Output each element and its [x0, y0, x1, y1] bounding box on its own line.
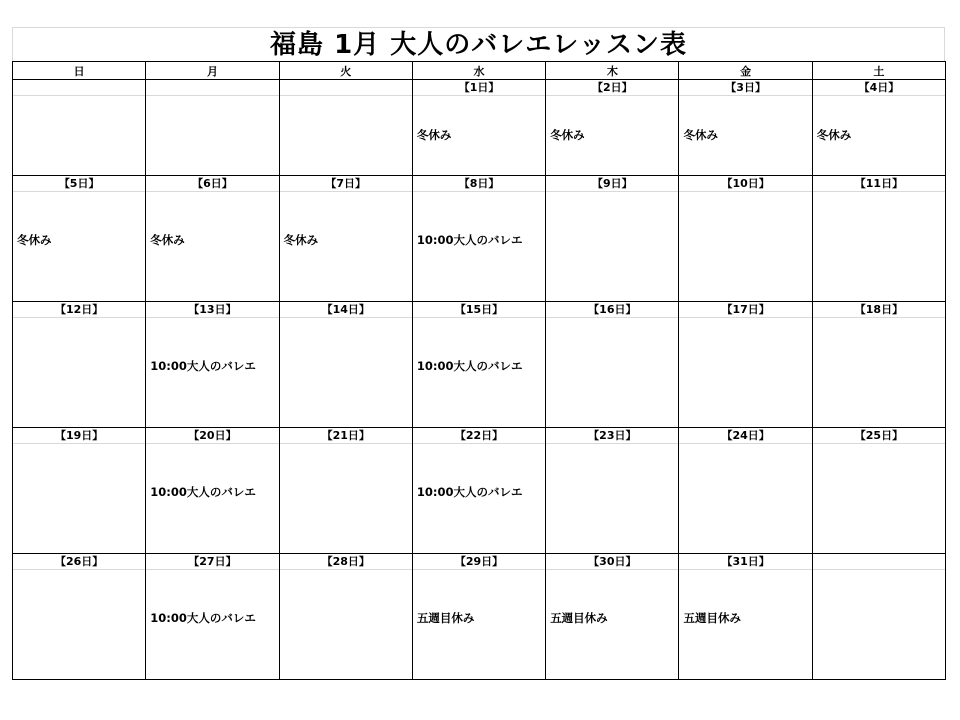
day-number: 【17日】 — [679, 302, 811, 318]
day-cell — [412, 302, 545, 428]
calendar-table — [12, 61, 946, 680]
day-number: 【7日】 — [280, 176, 412, 192]
day-number: 【3日】 — [679, 80, 811, 96]
day-cell — [13, 554, 146, 680]
day-cell — [13, 302, 146, 428]
day-number: 【27日】 — [146, 554, 278, 570]
day-cell — [412, 428, 545, 554]
day-cell — [13, 80, 146, 176]
page-title: 福島 1月 大人のバレエレッスン表 — [12, 27, 945, 61]
lesson-note: 五週目休み — [416, 611, 475, 625]
day-number: 【31日】 — [679, 554, 811, 570]
day-number: 【16日】 — [546, 302, 678, 318]
day-number — [280, 80, 412, 96]
day-cell — [679, 428, 812, 554]
day-cell — [812, 302, 945, 428]
week-row — [13, 554, 946, 680]
day-number: 【22日】 — [413, 428, 545, 444]
weekday-header-tue: 火 — [279, 62, 412, 80]
day-number: 【8日】 — [413, 176, 545, 192]
week-row — [13, 428, 946, 554]
day-number: 【9日】 — [546, 176, 678, 192]
day-number: 【10日】 — [679, 176, 811, 192]
weekday-header-sun: 日 — [13, 62, 146, 80]
lesson-note: 冬休み — [150, 233, 185, 247]
day-cell — [546, 428, 679, 554]
lesson-note: 10:00大人のバレエ — [150, 485, 256, 499]
week-row — [13, 302, 946, 428]
day-cell — [279, 554, 412, 680]
day-cell — [679, 176, 812, 302]
lesson-note: 五週目休み — [683, 611, 741, 625]
day-number: 【28日】 — [280, 554, 412, 570]
day-number: 【1日】 — [413, 80, 545, 96]
day-cell — [546, 176, 679, 302]
lesson-note: 冬休み — [17, 233, 52, 247]
lesson-note: 10:00大人のバレエ — [150, 611, 256, 625]
weekday-header-wed: 水 — [412, 62, 545, 80]
weekday-header-row — [13, 62, 946, 80]
lesson-note: 10:00大人のバレエ — [416, 359, 523, 373]
day-number: 【19日】 — [13, 428, 145, 444]
day-cell — [679, 554, 812, 680]
day-number: 【23日】 — [546, 428, 678, 444]
week-row — [13, 80, 946, 176]
lesson-note: 冬休み — [816, 128, 852, 142]
day-cell — [546, 80, 679, 176]
day-cell — [679, 302, 812, 428]
day-number: 【4日】 — [813, 80, 945, 96]
day-number: 【5日】 — [13, 176, 145, 192]
day-cell — [279, 176, 412, 302]
day-number: 【12日】 — [13, 302, 145, 318]
day-number — [13, 80, 145, 96]
day-cell — [13, 428, 146, 554]
day-number: 【25日】 — [813, 428, 945, 444]
week-row — [13, 176, 946, 302]
lesson-note: 五週目休み — [550, 611, 608, 625]
day-number: 【30日】 — [546, 554, 678, 570]
day-cell — [146, 80, 279, 176]
day-number: 【2日】 — [546, 80, 678, 96]
weekday-header-sat: 土 — [812, 62, 945, 80]
day-number: 【14日】 — [280, 302, 412, 318]
lesson-schedule-sheet — [12, 27, 945, 680]
lesson-note: 10:00大人のバレエ — [416, 233, 523, 247]
day-cell — [279, 428, 412, 554]
weekday-header-fri: 金 — [679, 62, 812, 80]
day-number: 【15日】 — [413, 302, 545, 318]
day-number: 【24日】 — [679, 428, 811, 444]
day-number: 【26日】 — [13, 554, 145, 570]
day-cell — [812, 80, 945, 176]
day-cell — [146, 428, 279, 554]
day-cell — [812, 176, 945, 302]
day-number: 【20日】 — [146, 428, 278, 444]
day-number: 【21日】 — [280, 428, 412, 444]
day-cell — [812, 428, 945, 554]
lesson-note: 10:00大人のバレエ — [150, 359, 256, 373]
lesson-note: 冬休み — [283, 233, 319, 247]
day-cell — [13, 176, 146, 302]
day-cell — [546, 554, 679, 680]
day-cell — [412, 176, 545, 302]
day-number: 【6日】 — [146, 176, 278, 192]
lesson-note: 冬休み — [416, 128, 452, 142]
lesson-note: 10:00大人のバレエ — [416, 485, 523, 499]
day-cell — [146, 554, 279, 680]
day-cell — [146, 302, 279, 428]
day-number: 【13日】 — [146, 302, 278, 318]
day-number — [813, 554, 945, 570]
weekday-header-mon: 月 — [146, 62, 279, 80]
lesson-note: 冬休み — [683, 128, 718, 142]
day-cell — [412, 554, 545, 680]
day-cell — [546, 302, 679, 428]
day-number: 【11日】 — [813, 176, 945, 192]
day-cell — [679, 80, 812, 176]
day-number: 【18日】 — [813, 302, 945, 318]
calendar-weeks — [13, 80, 946, 680]
day-cell — [146, 176, 279, 302]
day-cell — [279, 80, 412, 176]
lesson-note: 冬休み — [550, 128, 585, 142]
day-number: 【29日】 — [413, 554, 545, 570]
day-cell — [812, 554, 945, 680]
day-cell — [279, 302, 412, 428]
weekday-header-thu: 木 — [546, 62, 679, 80]
day-number — [146, 80, 278, 96]
day-cell — [412, 80, 545, 176]
